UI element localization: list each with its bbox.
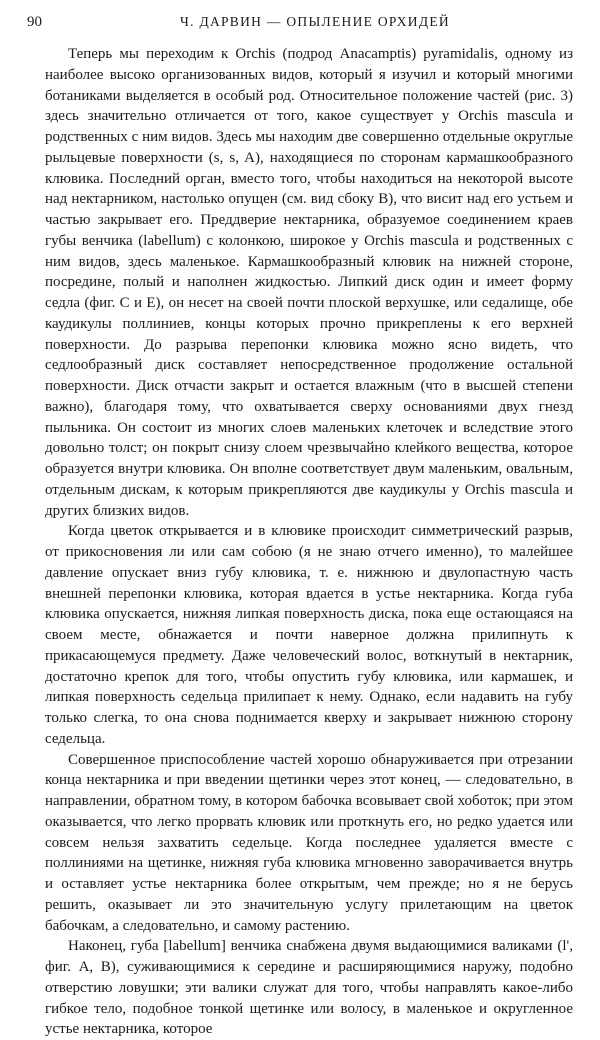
paragraph: Когда цветок открывается и в клювике происходит симметрический разрыв, от прикосновения ли или сам собою (я не знаю отчего именно), то малейшее давление опускает вниз губу клювика, т. е. нижнюю и двулопастную часть внешней перепонки клювика, которая вдается в устье нектарника. Когда губа клювика опускается, нижняя липкая поверхность диска, пока еще остающаяся на своем месте, обнажается и почти наверное должна прилипнуть к прикасающемуся предмету. Даже человеческий волос, воткнутый в нектарник, достаточно крепок для того, чтобы опустить губу клювика, или кармашек, и липкая поверхность седельца прилипает к нему. Однако, если надавить на губу только слегка, то она снова поднимается кверху и закрывает нижнюю сторону седельца. (45, 523, 573, 747)
paragraph: Теперь мы переходим к Orchis (подрод Anacamptis) pyramidalis, одному из наиболее высоко организованных видов, который я изучил и который многими ботаниками выделяется в особый род. Относительное положение частей (рис. 3) здесь значительно отличается от того, какое существует у Orchis mascula и родственных с ним видов. Здесь мы находим две совершенно отдельные округлые рыльцевые поверхности (s, s, A), находящиеся по сторонам кармашкообразного клювика. Последний орган, вместо того, чтобы находиться на некоторой высоте над нектарником, настолько опущен (см. вид сбоку B), что висит над его устьем и частью закрывает его. Преддверие нектарника, образуемое соединением краев губы венчика (labellum) с колонкою, широкое у Orchis mascula и родственных с ним видов, здесь маленькое. Кармашкообразный клювик на нижней стороне, посредине, полый и наполнен жидкостью. Липкий диск один и имеет форму седла (фиг. C и E), он несет на своей почти плоской верхушке, или седалище, обе каудикулы поллиниев, концы которых прочно прикреплены к его верхней поверхности. До разрыва перепонки клювика можно ясно видеть, что седлообразный диск составляет непосредственное продолжение остальной поверхности. Диск отчасти закрыт и остается влажным (что в высшей степени важно), благодаря тому, что охватывается сверху основаниями двух гнезд пыльника. Он состоит из многих слоев маленьких клеточек и вследствие этого довольно толст; он покрыт снизу слоем чрезвычайно клейкого вещества, которое образуется внутри клювика. Он вполне соответствует двум маленьким, овальным, отдельным дискам, к которым прикрепляются две каудикулы у Orchis mascula и других близких видов. (45, 46, 573, 519)
running-title: Ч. ДАРВИН — ОПЫЛЕНИЕ ОРХИДЕЙ (180, 14, 450, 29)
page-header (27, 14, 583, 36)
body-text (45, 44, 573, 1040)
paragraph: Совершенное приспособление частей хорошо обнаруживается при отрезании конца нектарника и при введении щетинки через этот конец, — следовательно, в направлении, обратном тому, в котором бабочка всовывает свой хоботок; при этом оказывается, что легко прорвать клювик или проткнуть его, но редко удается или совсем нельзя захватить седельце. Когда последнее удаляется вместе с поллиниями на щетинке, нижняя губа клювика мгновенно заворачивается внутрь и оставляет устье нектарника более открытым, чем прежде; но я не берусь решить, оказывает ли это значительную услугу прилетающим на цветок бабочкам, а следовательно, и самому растению. (45, 751, 573, 934)
page-number: 90 (27, 14, 42, 30)
paragraph: Наконец, губа [labellum] венчика снабжена двумя выдающимися валиками (l', фиг. A, B), суживающимися к середине и расширяющимися наружу, подобно отверстию ловушки; эти валики служат для того, чтобы направлять какое-либо гибкое тело, подобное тонкой щетинке или волосу, в маленькое и округленное устье нектарника, которое (45, 938, 573, 1038)
